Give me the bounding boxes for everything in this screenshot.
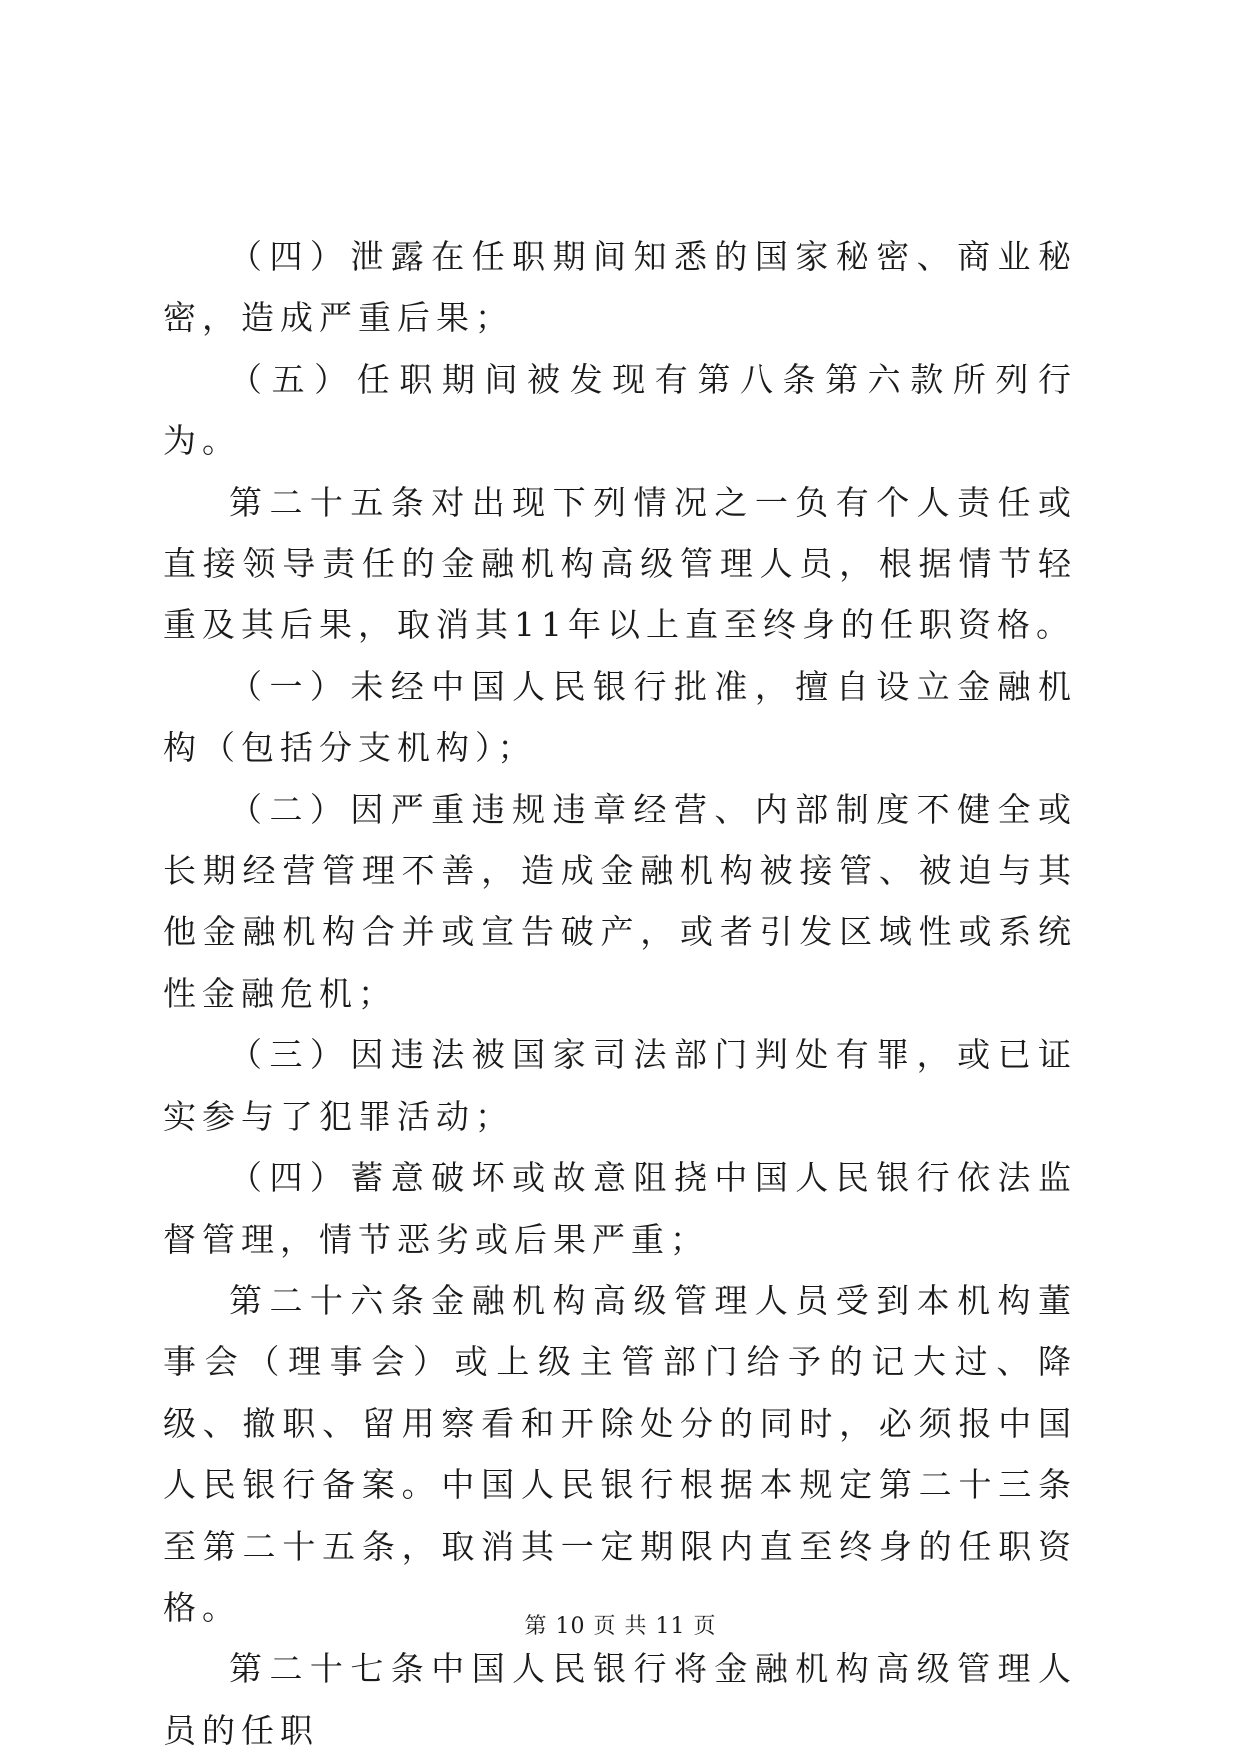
paragraph-5: （二）因严重违规违章经营、内部制度不健全或长期经营管理不善，造成金融机构被接管、被迫与其他金融机构合并或宣告破产，或者引发区域性或系统性金融危机；	[163, 789, 1077, 1013]
paragraph-4: （一）未经中国人民银行批准，擅自设立金融机构（包括分支机构）；	[163, 666, 1077, 768]
page-footer	[0, 1612, 1241, 1642]
paragraph-1: （四）泄露在任职期间知悉的国家秘密、商业秘密，造成严重后果；	[163, 237, 1077, 338]
document-body	[163, 226, 1077, 1761]
page-number-label: 第 10 页 共 11 页	[524, 1614, 717, 1639]
paragraph-3: 第二十五条对出现下列情况之一负有个人责任或直接领导责任的金融机构高级管理人员，根据情节轻重及其后果，取消其11年以上直至终身的任职资格。	[163, 482, 1077, 645]
paragraph-9: 第二十七条中国人民银行将金融机构高级管理人员的任职	[163, 1649, 1077, 1750]
paragraph-2: （五）任职期间被发现有第八条第六款所列行为。	[163, 359, 1077, 461]
paragraph-8: 第二十六条金融机构高级管理人员受到本机构董事会（理事会）或上级主管部门给予的记大过、降级、撤职、留用察看和开除处分的同时，必须报中国人民银行备案。中国人民银行根据本规定第二十三条至第二十五条，取消其一定期限内直至终身的任职资格。	[163, 1280, 1077, 1627]
paragraph-6: （三）因违法被国家司法部门判处有罪，或已证实参与了犯罪活动；	[163, 1035, 1077, 1136]
paragraph-7: （四）蓄意破坏或故意阻挠中国人民银行依法监督管理，情节恶劣或后果严重；	[163, 1158, 1077, 1259]
